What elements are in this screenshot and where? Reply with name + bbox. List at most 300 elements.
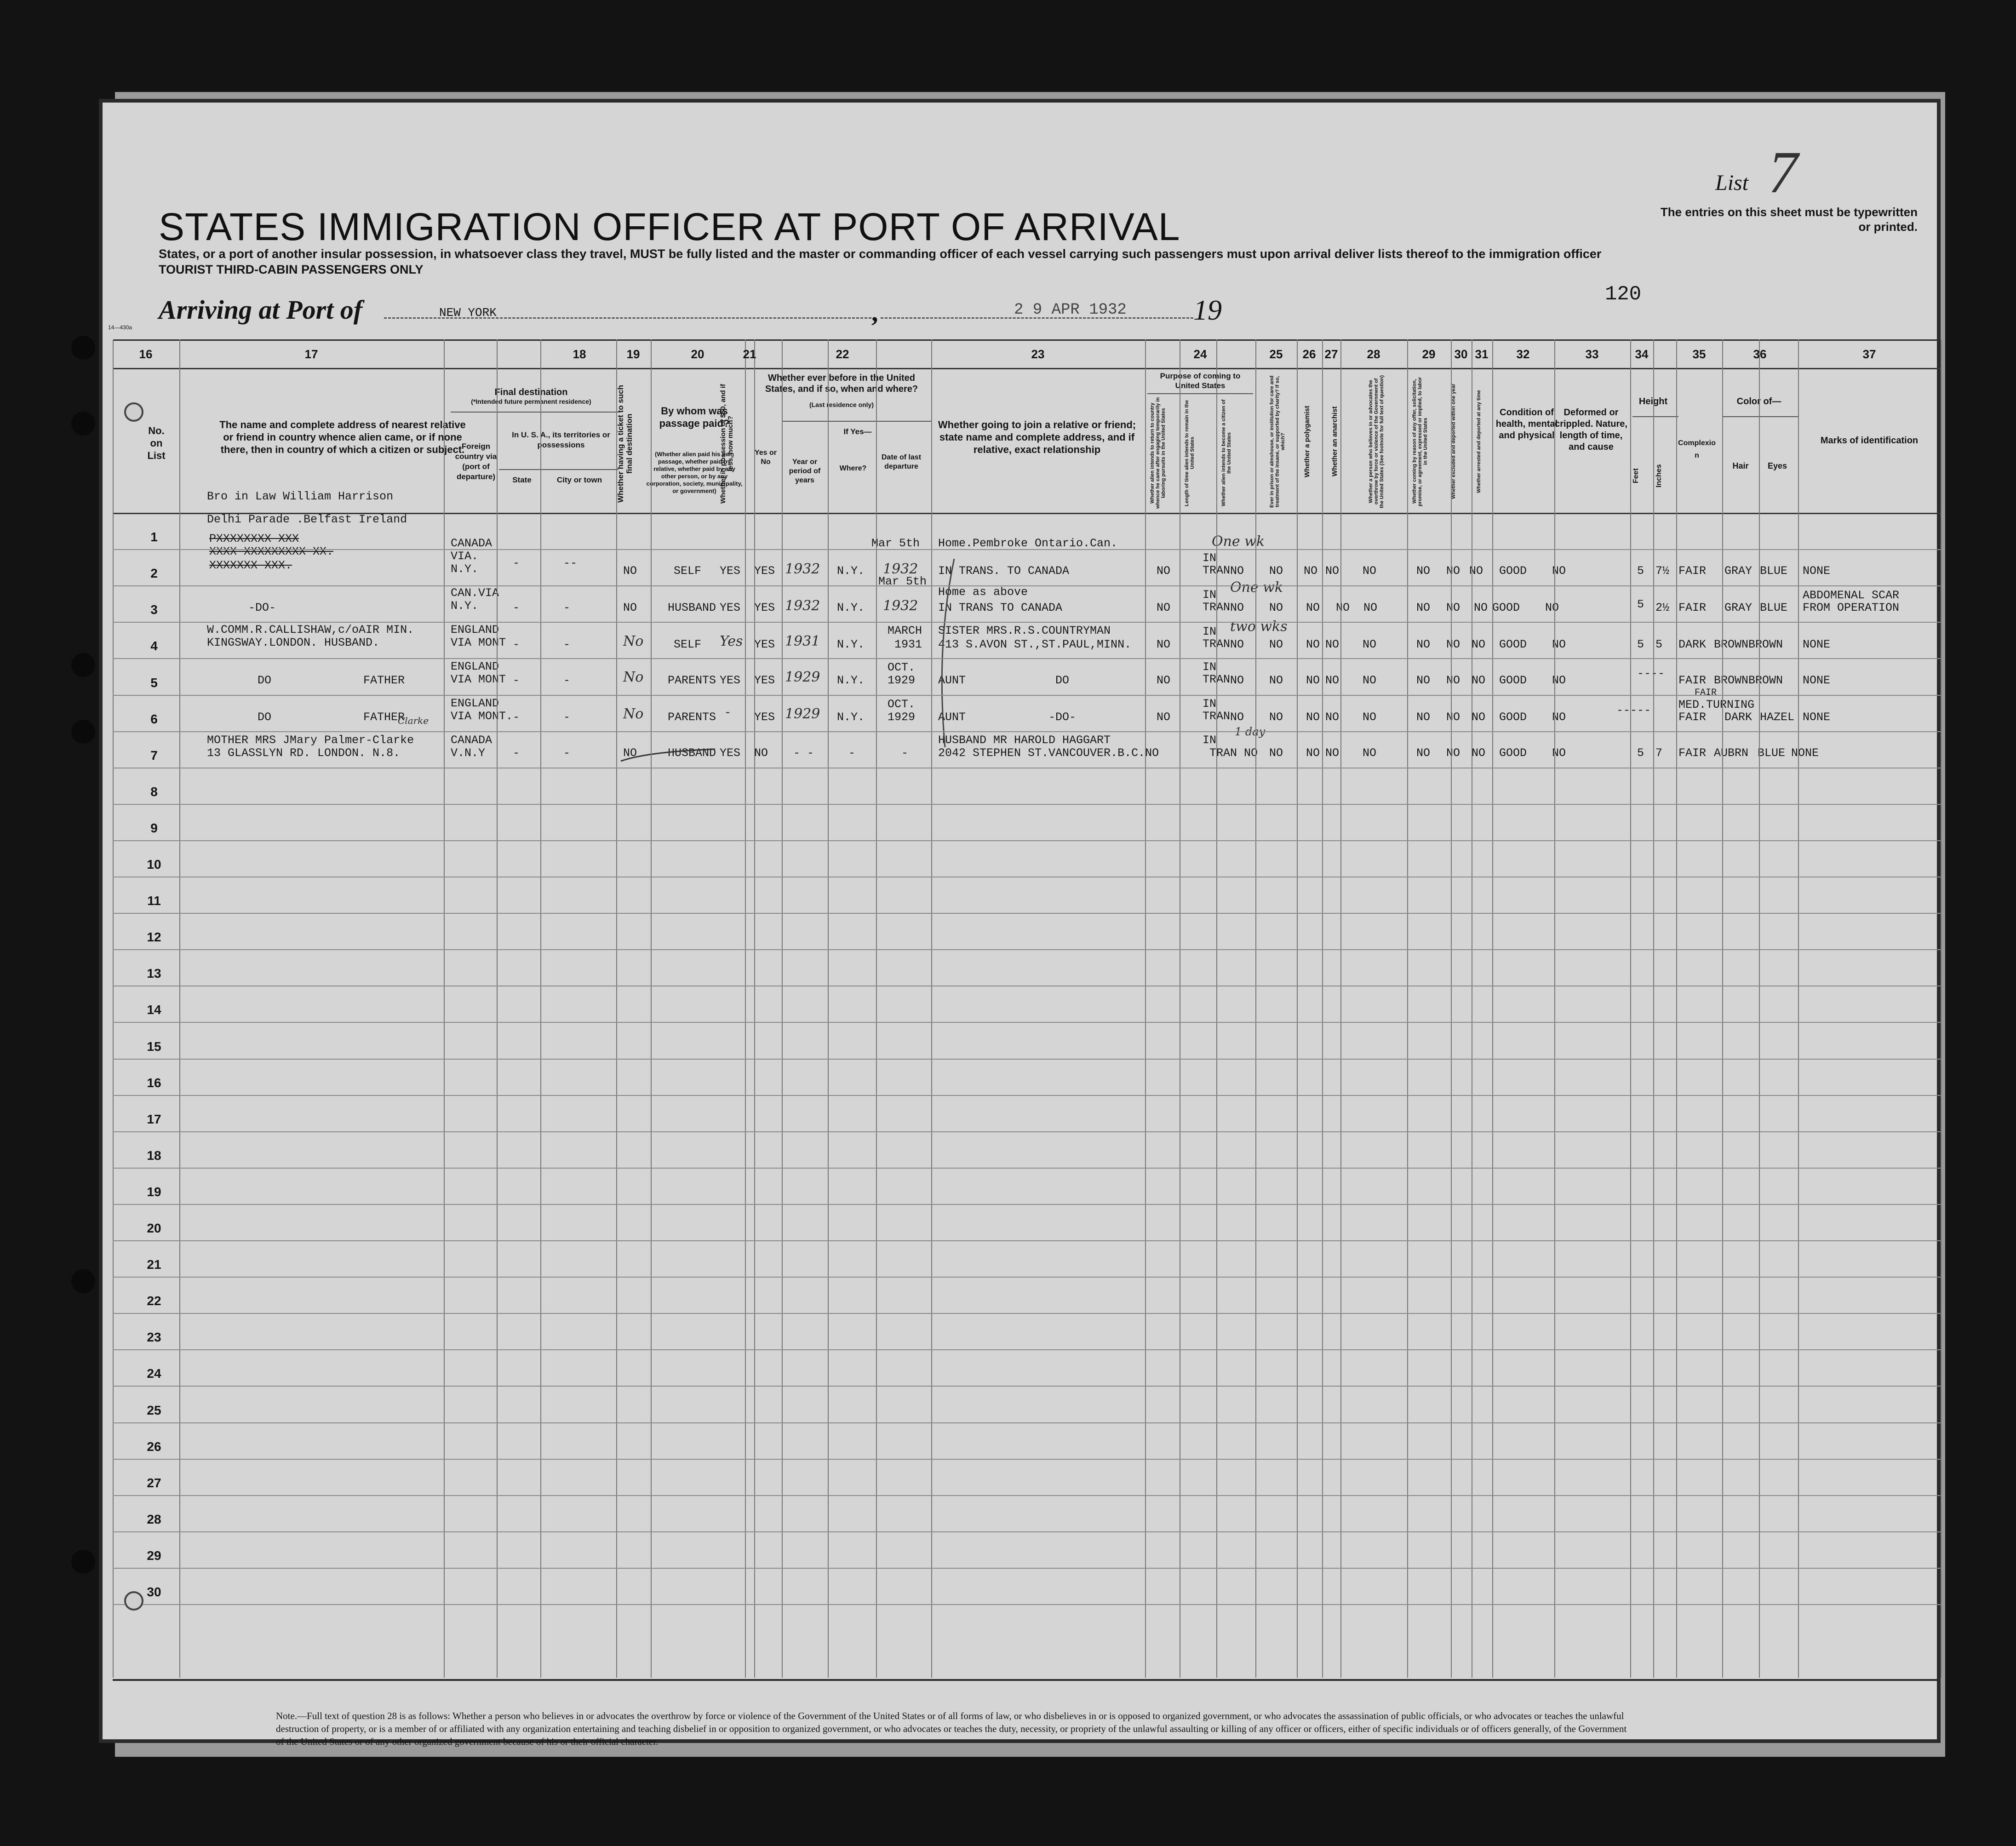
row5-complexion-3: FAIR bbox=[1678, 711, 1707, 724]
header-state: State bbox=[512, 476, 532, 484]
row6-labor: NO bbox=[1416, 746, 1431, 760]
row4-anarchist: NO bbox=[1325, 674, 1340, 687]
row6-join-2: 2042 STEPHEN ST.VANCOUVER.B.C.NO bbox=[938, 746, 1159, 760]
row3-arrested: NO bbox=[1472, 638, 1486, 651]
header-excluded: Whether excluded and deported within one year bbox=[1451, 384, 1456, 499]
row5-join-2: -DO- bbox=[1048, 711, 1077, 724]
row3-departure-top: MARCH bbox=[888, 624, 922, 637]
row6-length-handwritten: 1 day bbox=[1235, 725, 1266, 738]
row1-passage: SELF bbox=[674, 564, 702, 578]
column-rule bbox=[1297, 339, 1298, 1678]
column-number: 17 bbox=[304, 347, 318, 361]
form-title: STATES IMMIGRATION OFFICER AT PORT OF ARRIVAL bbox=[159, 205, 1180, 248]
row1-health: GOOD bbox=[1499, 564, 1527, 578]
list-note: The entries on this sheet must be typewritten or printed. bbox=[1660, 205, 1918, 234]
row5-complexion-2: MED.TURNING bbox=[1678, 698, 1755, 711]
row1-anarchist: NO bbox=[1325, 564, 1340, 578]
row5-eyes: HAZEL bbox=[1760, 711, 1795, 724]
row-number: 21 bbox=[147, 1257, 161, 1272]
row2-departure-top: Mar 5th bbox=[878, 575, 927, 588]
column-number: 28 bbox=[1367, 347, 1380, 361]
row1-year: 1932 bbox=[785, 561, 820, 577]
row1-join-2: IN TRANS. TO CANADA bbox=[938, 564, 1070, 578]
header-prison: Ever in prison or almshouse, or institution for care and treatment of the insane, or supported by charity? If so, which? bbox=[1269, 375, 1286, 508]
row2-length: IN TRAN bbox=[1203, 588, 1231, 614]
row-number: 6 bbox=[150, 711, 158, 726]
list-label: List bbox=[1715, 171, 1749, 195]
header-join-relative: Whether going to join a relative or friend; state name and complete address, and if relative, exact relationship bbox=[938, 419, 1136, 455]
row5-fifty: - bbox=[724, 706, 732, 719]
row3-hair: BROWN bbox=[1714, 638, 1749, 651]
row5-where: N.Y. bbox=[837, 711, 865, 724]
row3-health: GOOD bbox=[1499, 638, 1527, 651]
row3-complexion: DARK bbox=[1678, 638, 1707, 651]
row2-join-1: Home as above bbox=[938, 585, 1028, 599]
row3-deformed: NO bbox=[1552, 638, 1566, 651]
row-number: 3 bbox=[150, 602, 158, 617]
row4-feet: ---- bbox=[1637, 667, 1665, 680]
manifest-sheet bbox=[99, 99, 1941, 1769]
list-number: 7 bbox=[1768, 139, 1798, 206]
binder-hole-5 bbox=[71, 1269, 95, 1293]
row4-arrested: NO bbox=[1472, 674, 1486, 687]
row5-feet: ----- bbox=[1616, 704, 1651, 717]
header-last-departure: Date of last departure bbox=[881, 453, 922, 470]
row-number: 8 bbox=[150, 784, 158, 799]
binder-hole-2 bbox=[71, 412, 95, 436]
header-final-destination: Final destination bbox=[494, 387, 568, 397]
year-prefix: 19 bbox=[1193, 295, 1222, 326]
row2-polygamist: NO bbox=[1306, 601, 1320, 614]
header-purpose-length: Length of time alien intends to remain in the United States bbox=[1184, 400, 1195, 506]
header-color-of: Color of— bbox=[1736, 396, 1781, 407]
row2-where: N.Y. bbox=[837, 601, 865, 614]
row-number: 27 bbox=[147, 1475, 161, 1490]
column-rule bbox=[754, 339, 755, 1678]
row1-departure-top: Mar 5th bbox=[871, 537, 920, 550]
row6-foreign-2: V.N.Y bbox=[451, 746, 486, 760]
row3-citizen: NO bbox=[1230, 638, 1244, 651]
row4-city: - bbox=[563, 674, 571, 687]
column-rule bbox=[651, 339, 652, 1678]
column-rule bbox=[1451, 339, 1452, 1678]
row5-length: IN TRAN bbox=[1203, 697, 1231, 723]
arriving-label: Arriving at Port of bbox=[159, 295, 363, 325]
column-rule bbox=[540, 339, 541, 1678]
row1-inches: 7½ bbox=[1655, 564, 1670, 578]
row3-year: 1931 bbox=[785, 633, 820, 649]
column-rule bbox=[1798, 339, 1799, 1678]
row1-foreign-3: N.Y. bbox=[451, 562, 479, 576]
row0-relative: Bro in Law William Harrison bbox=[207, 490, 394, 503]
row6-hair: AUBRN bbox=[1714, 746, 1749, 760]
column-rule bbox=[1676, 339, 1677, 1678]
row4-hair: BROWN bbox=[1714, 674, 1749, 687]
row4-polygamist: NO bbox=[1306, 674, 1320, 687]
row5-prison: NO bbox=[1269, 711, 1283, 724]
row2-citizen: NO bbox=[1230, 601, 1244, 614]
row-rule bbox=[113, 913, 1941, 914]
row4-fifty: YES bbox=[720, 674, 741, 687]
row6-before: NO bbox=[754, 746, 768, 760]
purpose-subrule bbox=[1147, 393, 1253, 394]
column-number: 34 bbox=[1635, 347, 1649, 361]
row-rule bbox=[113, 622, 1941, 623]
row3-fifty: Yes bbox=[720, 633, 743, 649]
row3-marks: NONE bbox=[1803, 638, 1831, 651]
column-rule bbox=[1322, 339, 1323, 1678]
row-rule bbox=[113, 1495, 1941, 1496]
row-number: 1 bbox=[150, 530, 158, 545]
row3-relative-2: KINGSWAY.LONDON. HUSBAND. bbox=[207, 636, 380, 649]
header-final-destination-note: (*Intended future permanent residence) bbox=[471, 398, 591, 405]
row4-join-1: AUNT bbox=[938, 674, 966, 687]
row1-return: NO bbox=[1157, 564, 1171, 578]
row6-foreign-1: CANADA bbox=[451, 734, 493, 747]
row5-join-1: AUNT bbox=[938, 711, 966, 724]
column-rule bbox=[497, 339, 498, 1678]
row-rule bbox=[113, 1022, 1941, 1023]
row6-length-1: IN bbox=[1203, 734, 1217, 747]
header-purpose-citizen: Whether alien intends to become a citizen of the United States bbox=[1221, 399, 1232, 507]
row3-ticket: No bbox=[623, 633, 644, 649]
subtitle-line-1: States, or a port of another insular possession, in whatsoever class they travel, MUST be fully listed and the master or commanding officer of each vessel carrying such passengers must upon arrival deliver lists thereof to the immigration officer bbox=[159, 247, 1602, 261]
row4-relative-2: FATHER bbox=[363, 674, 405, 687]
header-year: Year or period of years bbox=[789, 458, 821, 484]
row-number: 30 bbox=[147, 1585, 161, 1599]
row2-state: - bbox=[513, 601, 520, 614]
column-rule bbox=[1722, 339, 1723, 1678]
bracket-stroke bbox=[927, 554, 963, 757]
column-number: 16 bbox=[139, 347, 153, 361]
column-rule bbox=[1630, 339, 1631, 1678]
row1-citizen: NO bbox=[1230, 564, 1244, 578]
header-eyes: Eyes bbox=[1767, 461, 1787, 470]
header-purpose-return: Whether alien intends to return to country whence he came after engaging temporarily in laboring pursuits in the United States bbox=[1150, 397, 1166, 509]
column-number: 36 bbox=[1753, 347, 1767, 361]
header-anarchist: Whether an anarchist bbox=[1331, 406, 1339, 477]
binder-ring-2 bbox=[124, 1591, 143, 1611]
row3-foreign-2: VIA MONT bbox=[451, 636, 506, 649]
row1-labor: NO bbox=[1416, 564, 1431, 578]
row3-relative-1: W.COMM.R.CALLISHAW,c/oAIR MIN. bbox=[207, 623, 414, 636]
row4-labor: NO bbox=[1416, 674, 1431, 687]
row2-eyes: BLUE bbox=[1760, 601, 1788, 614]
header-yes-no: Yes or No bbox=[754, 449, 777, 466]
row1-departure: 1932 bbox=[883, 561, 918, 577]
row2-ticket: NO bbox=[623, 601, 637, 614]
column-rule bbox=[1255, 339, 1256, 1678]
column-rule bbox=[179, 339, 180, 1678]
row6-anarchist: NO bbox=[1325, 746, 1340, 760]
row3-labor: NO bbox=[1416, 638, 1431, 651]
row-number: 19 bbox=[147, 1184, 161, 1199]
row-rule bbox=[113, 658, 1941, 659]
row6-eyes: BLUE bbox=[1758, 746, 1786, 760]
column-number: 37 bbox=[1862, 347, 1876, 361]
row4-marks: NONE bbox=[1803, 674, 1831, 687]
column-rule bbox=[1759, 339, 1760, 1678]
comma-separator: , bbox=[871, 297, 878, 327]
column-number: 21 bbox=[743, 347, 756, 361]
row2-before: YES bbox=[754, 601, 775, 614]
row1-foreign-2: VIA. bbox=[451, 550, 479, 563]
row-number: 9 bbox=[150, 820, 158, 835]
row3-departure: 1931 bbox=[894, 638, 922, 651]
row5-labor: NO bbox=[1416, 711, 1431, 724]
row2-feet: 5 bbox=[1637, 598, 1644, 611]
header-height: Height bbox=[1638, 396, 1668, 407]
port-value: NEW YORK bbox=[439, 306, 497, 320]
row-rule bbox=[113, 1386, 1941, 1387]
row1-relative-struck-3: XXXXXXX XXX. bbox=[209, 559, 292, 572]
row4-join-2: DO bbox=[1055, 674, 1070, 687]
row4-where: N.Y. bbox=[837, 674, 865, 687]
row1-arrested: NO bbox=[1469, 564, 1483, 578]
header-overthrow: Whether a person who believes in or advocates the overthrow by force or violence of the Government of the United States (See footnote for full text of question) bbox=[1368, 375, 1385, 508]
column-rule bbox=[1492, 339, 1493, 1678]
row1-hair: GRAY bbox=[1724, 564, 1753, 578]
row5-state: - bbox=[513, 711, 520, 724]
row-number: 29 bbox=[147, 1548, 161, 1563]
row6-marks: NONE bbox=[1791, 746, 1819, 760]
row6-deformed: NO bbox=[1552, 746, 1566, 760]
row-number: 26 bbox=[147, 1439, 161, 1454]
row4-citizen: NO bbox=[1230, 674, 1244, 687]
row5-relative-2: FATHER bbox=[363, 711, 405, 724]
row5-departure: 1929 bbox=[888, 711, 916, 724]
row-rule bbox=[113, 1422, 1941, 1423]
column-number: 22 bbox=[836, 347, 849, 361]
row5-relative-handwritten: Clarke bbox=[398, 715, 429, 726]
row3-length-handwritten: two wks bbox=[1230, 619, 1288, 635]
row-number: 23 bbox=[147, 1330, 161, 1345]
header-arrested: Whether arrested and deported at any time bbox=[1476, 390, 1482, 493]
column-rule bbox=[616, 339, 617, 1678]
row-number: 24 bbox=[147, 1366, 161, 1381]
row5-polygamist: NO bbox=[1306, 711, 1320, 724]
row-number: 14 bbox=[147, 1003, 161, 1017]
row1-join-1: Home.Pembroke Ontario.Can. bbox=[938, 537, 1118, 550]
row2-foreign-2: N.Y. bbox=[451, 599, 479, 613]
row-rule bbox=[113, 1204, 1941, 1205]
row3-eyes: BROWN bbox=[1748, 638, 1783, 651]
row1-before: YES bbox=[754, 564, 775, 578]
date-stamp: 2 9 APR 1932 bbox=[1014, 301, 1127, 319]
row2-marks-2: FROM OPERATION bbox=[1803, 601, 1900, 614]
header-marks: Marks of identification bbox=[1820, 436, 1919, 446]
row6-polygamist: NO bbox=[1306, 746, 1320, 760]
row-rule bbox=[113, 1277, 1941, 1278]
header-before-in-us: Whether ever before in the United States, and if so, when and where? bbox=[765, 373, 918, 394]
row3-where: N.Y. bbox=[837, 638, 865, 651]
binder-hole-1 bbox=[71, 336, 95, 360]
row-rule bbox=[113, 840, 1941, 841]
row-rule bbox=[113, 1059, 1941, 1060]
row4-deformed: NO bbox=[1552, 674, 1566, 687]
row2-relative: -DO- bbox=[248, 601, 276, 614]
row5-health: GOOD bbox=[1499, 711, 1527, 724]
row1-eyes: BLUE bbox=[1760, 564, 1788, 578]
sheet-number: 120 bbox=[1605, 283, 1642, 306]
row5-anarchist: NO bbox=[1325, 711, 1340, 724]
header-ticket: Whether having a ticket to such final destination bbox=[616, 385, 634, 503]
header-last-residence: (Last residence only) bbox=[809, 401, 874, 408]
row-rule bbox=[113, 731, 1941, 732]
form-code-top: 14—430a bbox=[108, 324, 132, 331]
row2-city: - bbox=[563, 601, 571, 614]
row4-passage: PARENTS bbox=[668, 674, 716, 687]
row3-prison: NO bbox=[1269, 638, 1283, 651]
row1-relative-line1: Delhi Parade .Belfast Ireland bbox=[207, 513, 407, 526]
row-rule bbox=[113, 549, 1941, 550]
row5-arrested: NO bbox=[1472, 711, 1486, 724]
row5-foreign-2: VIA MONT. bbox=[451, 710, 513, 723]
row2-departure: 1932 bbox=[883, 598, 918, 614]
row1-ticket: NO bbox=[623, 564, 637, 578]
row6-feet: 5 bbox=[1637, 746, 1644, 760]
row-rule bbox=[113, 1131, 1941, 1132]
row2-arrested: NO bbox=[1474, 601, 1488, 614]
row1-fifty: YES bbox=[720, 564, 741, 578]
row-rule bbox=[113, 804, 1941, 805]
header-where: Where? bbox=[839, 464, 867, 472]
row5-excluded: NO bbox=[1446, 711, 1460, 724]
row4-year: 1929 bbox=[785, 669, 820, 685]
row2-return: NO bbox=[1157, 601, 1171, 614]
row4-state: - bbox=[513, 674, 520, 687]
row4-before: YES bbox=[754, 674, 775, 687]
header-fifty-dollars: Whether in possession of $50, and if less, how much? bbox=[719, 384, 734, 504]
column-number: 19 bbox=[626, 347, 640, 361]
row6-complexion: FAIR bbox=[1678, 746, 1707, 760]
row3-overthrow: NO bbox=[1363, 638, 1377, 651]
header-feet: Feet bbox=[1632, 468, 1640, 484]
header-if-yes: If Yes— bbox=[843, 427, 872, 436]
column-rule bbox=[444, 339, 445, 1678]
column-number: 18 bbox=[573, 347, 586, 361]
row-number: 5 bbox=[150, 675, 158, 690]
row3-polygamist: NO bbox=[1306, 638, 1320, 651]
row4-overthrow: NO bbox=[1363, 674, 1377, 687]
row4-eyes: BROWN bbox=[1748, 674, 1783, 687]
check-mark-row6 bbox=[619, 747, 720, 766]
column-rule bbox=[1145, 339, 1146, 1678]
header-health: Condition of health, mental and physical bbox=[1495, 407, 1558, 441]
header-labor-offer: Whether coming by reason of any offer, solicitation, promise, or agreement, expressed or implied, to labor in the United States bbox=[1412, 377, 1428, 506]
row2-complexion: FAIR bbox=[1678, 601, 1707, 614]
row5-city: - bbox=[563, 711, 571, 724]
header-polygamist: Whether a polygamist bbox=[1303, 406, 1311, 477]
row-rule bbox=[113, 1531, 1941, 1532]
header-in-usa: In U. S. A., its territories or possessions bbox=[512, 430, 610, 449]
subtitle-line-2: TOURIST THIRD-CABIN PASSENGERS ONLY bbox=[159, 263, 424, 276]
row5-foreign-1: ENGLAND bbox=[451, 697, 499, 710]
row-rule bbox=[113, 1604, 1941, 1605]
row-number: 12 bbox=[147, 930, 161, 945]
row2-hair: GRAY bbox=[1724, 601, 1753, 614]
row4-prison: NO bbox=[1269, 674, 1283, 687]
row-number: 28 bbox=[147, 1512, 161, 1526]
row1-city: -- bbox=[563, 556, 578, 570]
row-number: 16 bbox=[147, 1075, 161, 1090]
column-rule bbox=[828, 339, 829, 1678]
row6-where: - bbox=[848, 746, 856, 760]
usa-subrule bbox=[499, 469, 619, 470]
row1-length: IN TRAN bbox=[1203, 551, 1231, 577]
row2-marks-1: ABDOMENAL SCAR bbox=[1803, 589, 1900, 602]
row4-foreign-2: VIA MONT bbox=[451, 673, 506, 686]
row6-ticket: NO bbox=[623, 746, 637, 760]
row2-length-handwritten: One wk bbox=[1230, 579, 1283, 596]
row-number: 10 bbox=[147, 857, 161, 871]
row3-before: YES bbox=[754, 638, 775, 651]
row6-relative-1: MOTHER MRS JMary Palmer-Clarke bbox=[207, 734, 414, 747]
row6-departure: - bbox=[901, 746, 909, 760]
row5-year: 1929 bbox=[785, 706, 820, 722]
row3-return: NO bbox=[1157, 638, 1171, 651]
row-rule bbox=[113, 1240, 1941, 1241]
column-rule bbox=[113, 339, 114, 1678]
row5-ticket: No bbox=[623, 706, 644, 722]
column-rule bbox=[1216, 339, 1217, 1678]
row3-passage: SELF bbox=[674, 638, 702, 651]
header-purpose: Purpose of coming to United States bbox=[1160, 372, 1241, 390]
row3-anarchist: NO bbox=[1325, 638, 1340, 651]
row6-prison: NO bbox=[1269, 746, 1283, 760]
header-relative-address: The name and complete address of nearest relative or friend in country whence alien came, or if none there, then in country of which a citizen or subject. bbox=[219, 419, 466, 455]
row-rule bbox=[113, 949, 1941, 950]
row-rule bbox=[113, 1095, 1941, 1096]
binder-hole-6 bbox=[71, 1550, 95, 1574]
header-city: City or town bbox=[556, 476, 602, 484]
row4-ticket: No bbox=[623, 669, 644, 685]
row3-city: - bbox=[563, 638, 571, 651]
column-number: 35 bbox=[1692, 347, 1706, 361]
row3-excluded: NO bbox=[1446, 638, 1460, 651]
row2-prison: NO bbox=[1269, 601, 1283, 614]
header-rule-top bbox=[113, 368, 1941, 369]
row1-prison: NO bbox=[1269, 564, 1283, 578]
column-number: 31 bbox=[1475, 347, 1489, 361]
row2-health: GOOD bbox=[1492, 601, 1520, 614]
row4-relative-1: DO bbox=[258, 674, 272, 687]
row1-foreign-1: CANADA bbox=[451, 537, 493, 550]
column-number: 23 bbox=[1031, 347, 1045, 361]
row5-citizen: NO bbox=[1230, 711, 1244, 724]
height-subrule bbox=[1632, 416, 1678, 417]
row5-return: NO bbox=[1157, 711, 1171, 724]
row-number: 25 bbox=[147, 1403, 161, 1417]
row6-fifty: YES bbox=[720, 746, 741, 760]
binder-hole-3 bbox=[71, 653, 95, 677]
color-subrule bbox=[1722, 416, 1798, 417]
row1-relative-struck-2: XXXX XXXXXXXXX XX. bbox=[209, 545, 334, 558]
header-inches: Inches bbox=[1655, 464, 1663, 488]
row-rule bbox=[113, 1313, 1941, 1314]
row1-deformed: NO bbox=[1552, 564, 1566, 578]
row6-join-1: HUSBAND MR HAROLD HAGGART bbox=[938, 734, 1111, 747]
row-rule bbox=[113, 1459, 1941, 1460]
binder-hole-4 bbox=[71, 720, 95, 744]
row2-fifty: YES bbox=[720, 601, 741, 614]
row-number: 18 bbox=[147, 1148, 161, 1163]
row2-anarchist: NO bbox=[1336, 601, 1350, 614]
column-rule bbox=[1554, 339, 1555, 1678]
column-number: 30 bbox=[1454, 347, 1468, 361]
column-rule bbox=[745, 339, 746, 1678]
row3-join-1: SISTER MRS.R.S.COUNTRYMAN bbox=[938, 624, 1111, 637]
